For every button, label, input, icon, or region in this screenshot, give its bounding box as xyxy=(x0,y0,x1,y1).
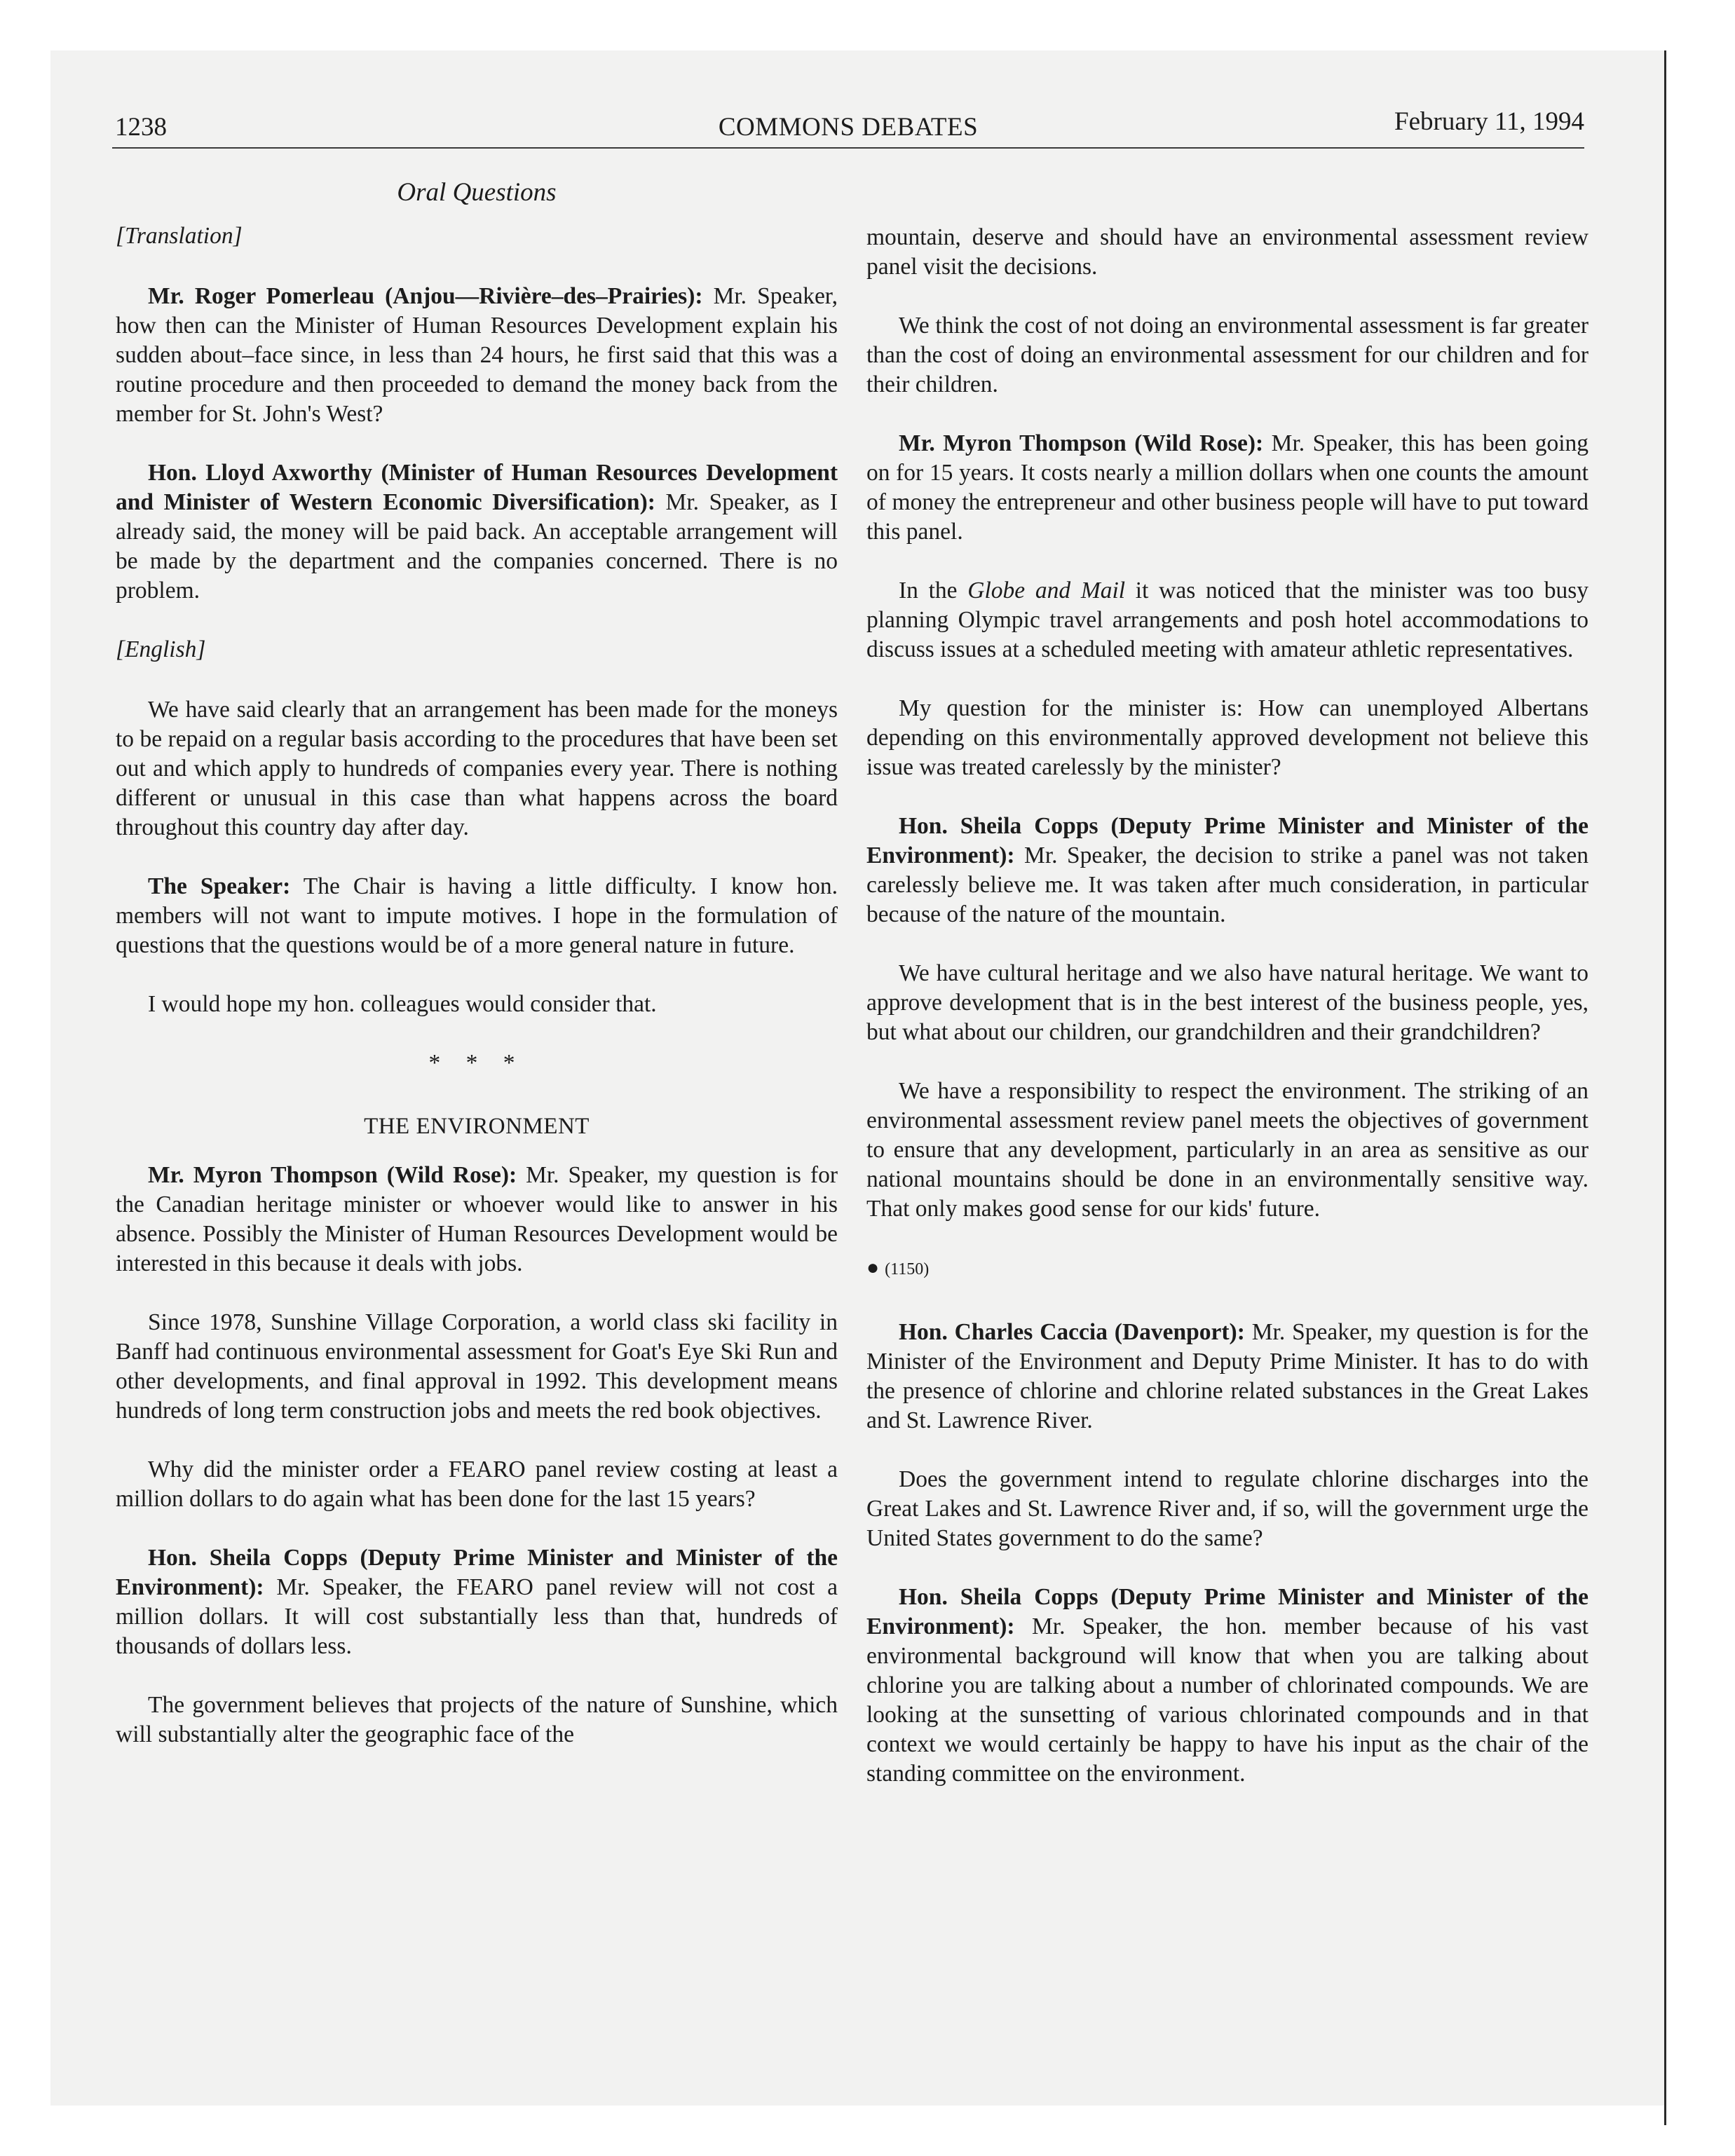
speech-text: Mr. Speaker, my question is for the Minister of the Environment and Deputy Prime Minister. It has to do with the presence of chlorine and chlorine related substances in the Great Lakes and St. Lawrence River. xyxy=(866,1319,1588,1433)
paragraph xyxy=(866,812,1588,929)
paragraph: We have said clearly that an arrangement has been made for the moneys to be repaid on a regular basis according to the procedures that have been set out and which apply to hundreds of companies every year. There is nothing different or unusual in this case than what happens across the board throughout this country day after day. xyxy=(116,697,838,840)
paragraph xyxy=(116,282,838,429)
paragraph xyxy=(866,1583,1588,1789)
bullet-icon: ● xyxy=(866,1256,880,1279)
newspaper-title: Globe and Mail xyxy=(967,578,1126,603)
paragraph xyxy=(116,1161,838,1278)
paragraph xyxy=(116,1543,838,1661)
page-header xyxy=(112,105,1584,147)
speaker-name: Hon. Sheila Copps (Deputy Prime Minister and Minister of the Environment): xyxy=(866,1584,1588,1639)
header-rule xyxy=(112,147,1584,149)
paragraph: The government believes that projects of the nature of Sunshine, which will substantially alter the geographic face of the xyxy=(116,1692,838,1747)
speaker-name: Hon. Charles Caccia (Davenport): xyxy=(899,1319,1245,1345)
speaker-name: Mr. Myron Thompson (Wild Rose): xyxy=(148,1162,517,1188)
speech-text: Mr. Speaker, the decision to strike a panel was not taken carelessly believe me. It was taken after much consideration, in particular because of the nature of the mountain. xyxy=(866,842,1588,927)
speech-text: Mr. Speaker, this has been going on for 15 years. It costs nearly a million dollars when one counts the amount of money the entrepreneur and other business people will have to put toward this panel. xyxy=(866,430,1588,545)
paragraph: Since 1978, Sunshine Village Corporation, a world class ski facility in Banff had continuous environmental assessment for Goat's Eye Ski Run and other developments, and final approval in 1992. This development means hundreds of long term construction jobs and meets the red book objectives. xyxy=(116,1309,838,1424)
paragraph xyxy=(866,576,1588,664)
speech-text: Mr. Speaker, my question is for the Canadian heritage minister or whoever would like to answer in his absence. Possibly the Minister of Human Resources Development would be interested in this because it deals with jobs. xyxy=(116,1162,838,1276)
english-tag: [English] xyxy=(116,636,206,662)
speech-text: In the xyxy=(899,578,968,603)
speech-text: The Chair is having a little difficulty. I know hon. members will not want to impute motives. I hope in the formulation of questions that the questions would be of a more general nature in future. xyxy=(116,873,838,958)
speech-text: Mr. Speaker, the hon. member because of his vast environmental background will know that when you are talking about chlorine you are talking about a number of chlorinated compounds. We are looking at the sunsetting of various chlorinated compounds and in that context we would certainly be happy to have his input as the chair of the standing committee on the environment. xyxy=(866,1613,1588,1787)
publication-title: COMMONS DEBATES xyxy=(718,113,979,142)
section-title: Oral Questions xyxy=(397,178,557,207)
speech-text: Mr. Speaker, as I already said, the money will be paid back. An acceptable arrangement will be made by the department and the companies concerned. There is no problem. xyxy=(116,489,838,603)
page-number: 1238 xyxy=(115,113,167,142)
paragraph: We have cultural heritage and we also have natural heritage. We want to approve development that is in the best interest of the business people, yes, but what about our children, our grandchildren and their grandchildren? xyxy=(866,960,1588,1045)
paragraph xyxy=(866,429,1588,547)
left-column xyxy=(116,221,838,1779)
paragraph: I would hope my hon. colleagues would consider that. xyxy=(148,991,657,1017)
speaker-name: Mr. Myron Thompson (Wild Rose): xyxy=(899,430,1264,456)
speaker-name: Hon. Sheila Copps (Deputy Prime Minister and Minister of the Environment): xyxy=(866,813,1588,868)
speaker-name: The Speaker: xyxy=(148,873,291,899)
paragraph: Does the government intend to regulate chlorine discharges into the Great Lakes and St. Lawrence River and, if so, will the government urge the United States government to do the same? xyxy=(866,1466,1588,1551)
publication-date: February 11, 1994 xyxy=(1394,107,1584,136)
section-heading: THE ENVIRONMENT xyxy=(364,1114,590,1139)
speech-text: Mr. Speaker, the FEARO panel review will not cost a million dollars. It will cost substantially less than that, hundreds of thousands of dollars less. xyxy=(116,1574,838,1659)
timestamp-text: (1150) xyxy=(885,1260,930,1278)
speaker-name: Hon. Lloyd Axworthy (Minister of Human Resources Development and Minister of Western Economic Diversification): xyxy=(116,460,838,515)
paragraph xyxy=(866,1318,1588,1435)
speaker-name: Hon. Sheila Copps (Deputy Prime Minister and Minister of the Environment): xyxy=(116,1545,838,1600)
paragraph: We think the cost of not doing an environmental assessment is far greater than the cost of doing an environmental assessment for our children and for their children. xyxy=(866,313,1588,397)
paragraph: mountain, deserve and should have an environmental assessment review panel visit the decisions. xyxy=(866,224,1588,280)
translation-tag: [Translation] xyxy=(116,223,243,249)
section-separator: * * * xyxy=(428,1050,525,1076)
paragraph: Why did the minister order a FEARO panel review costing at least a million dollars to do again what has been done for the last 15 years? xyxy=(116,1456,838,1512)
paragraph xyxy=(116,872,838,960)
paragraph xyxy=(116,458,838,606)
right-column xyxy=(866,223,1588,1818)
speech-text: it was noticed that the minister was too busy planning Olympic travel arrangements and posh hotel accommodations to discuss issues at a scheduled meeting with amateur athletic representatives. xyxy=(866,578,1588,662)
paragraph: We have a responsibility to respect the environment. The striking of an environmental assessment review panel meets the objectives of government to ensure that any development, particularly in an area as sensitive as our national mountains should be done in an environmentally sensitive way. That only makes good sense for our kids' future. xyxy=(866,1078,1588,1222)
speaker-name: Mr. Roger Pomerleau (Anjou—Rivière–des–Prairies): xyxy=(148,283,703,309)
scan-edge-line xyxy=(1664,50,1666,2125)
paragraph: My question for the minister is: How can unemployed Albertans depending on this environmentally approved development not believe this issue was treated carelessly by the minister? xyxy=(866,695,1588,780)
speech-text: Mr. Speaker, how then can the Minister of Human Resources Development explain his sudden about–face since, in less than 24 hours, he first said that this was a routine procedure and then proceeded to demand the money back from the member for St. John's West? xyxy=(116,283,838,427)
timestamp xyxy=(866,1253,1588,1284)
